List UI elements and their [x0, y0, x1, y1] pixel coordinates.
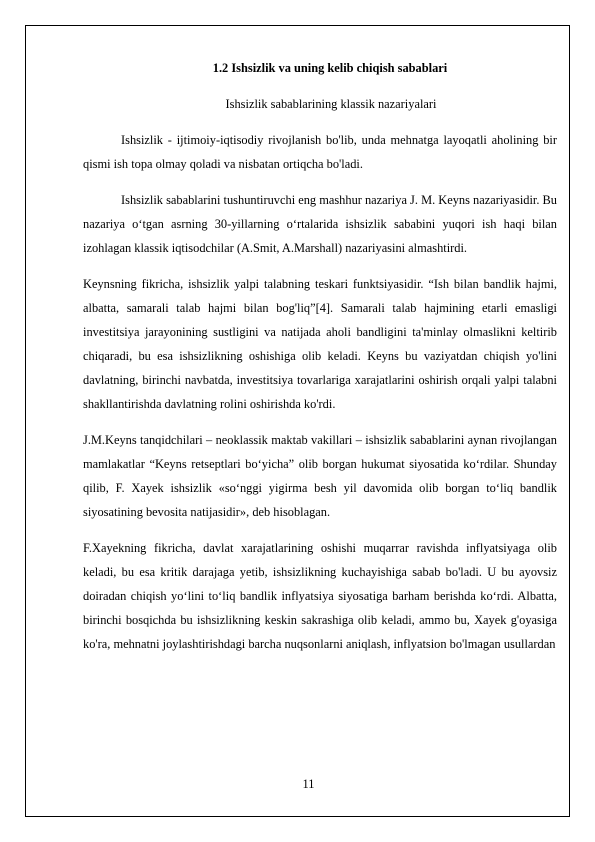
page-number: 11 [302, 777, 315, 791]
paragraph-definition: Ishsizlik - ijtimoiy-iqtisodiy rivojlanish bo'lib, unda mehnatga layoqatli aholining bir qismi ish topa olmay qoladi va nisbatan ortiqcha bo'ladi. [83, 133, 557, 171]
section-subtitle: Ishsizlik sabablarining klassik nazariyalari [225, 97, 437, 111]
document-body [83, 56, 557, 668]
section-title: 1.2 Ishsizlik va uning kelib chiqish sabablari [212, 61, 448, 75]
paragraph-keynes-view: Keynsning fikricha, ishsizlik yalpi talabning teskari funktsiyasidir. “Ish bilan bandlik hajmi, albatta, samarali talab hajmi bilan bog'liq”[4]. Samarali talab hajmining etarli emasligi investitsiya jarayonining sustligini va natijada aholi bandligini ta'minlay olmaslikni keltirib chiqaradi, bu esa ishsizlikning oshishiga olib keladi. Keyns bu vaziyatdan chiqish yo'lini davlatning, birinchi navbatda, investitsiya tovarlariga xarajatlarini oshirish orqali yalpi talabni shakllantirishda davlatning rolini oshirishda ko'rdi. [83, 277, 557, 411]
paragraph-hayek-view: F.Xayekning fikricha, davlat xarajatlarining oshishi muqarrar ravishda inflyatsiyaga olib keladi, bu esa kritik darajaga yetib, ishsizlikning kuchayishiga sabab bo'ladi. U bu ayovsiz doiradan chiqish yo‘lini to‘liq bandlik inflyatsiya siyosatiga barham berishda ko‘rdi. Albatta, birinchi bosqichda bu ishsizlikning keskin sakrashiga olib keladi, ammo bu, Xayek g'oyasiga ko'ra, mehnatni joylashtirishdagi barcha nuqsonlarni aniqlash, inflyatsion bo'lmagan usullardan [83, 541, 557, 651]
paragraph-neoclassical-critics: J.M.Keyns tanqidchilari – neoklassik maktab vakillari – ishsizlik sabablarini aynan rivojlangan mamlakatlar “Keyns retseptlari bo‘yicha” olib borgan hukumat siyosatida ko‘rdilar. Shunday qilib, F. Xayek ishsizlik «so‘nggi yigirma besh yil davomida olib borgan to‘liq bandlik siyosatining bevosita natijasidir», deb hisoblagan. [83, 433, 557, 519]
paragraph-keynes-theory: Ishsizlik sabablarini tushuntiruvchi eng mashhur nazariya J. M. Keyns nazariyasidir. Bu nazariya o‘tgan asrning 30-yillarning o‘rtalarida ishsizlik sababini yuqori ish haqi bilan izohlagan klassik iqtisodchilar (A.Smit, A.Marshall) nazariyasini almashtirdi. [83, 193, 557, 255]
